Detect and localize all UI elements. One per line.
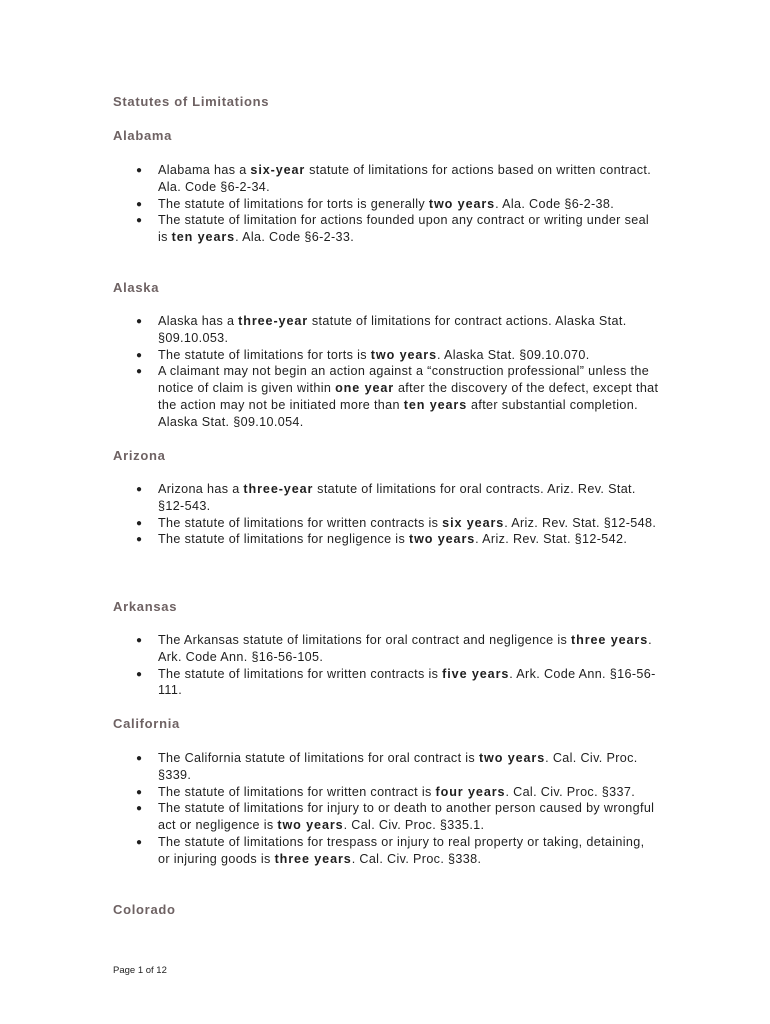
emphasized-term: three-year [238,314,309,328]
emphasized-term: six-year [250,163,306,177]
bullet-icon: ● [136,215,143,227]
bullet-icon: ● [136,349,143,361]
state-heading-arkansas: Arkansas [113,599,178,614]
statute-list-alaska [0,313,660,431]
statute-text: The Arkansas statute of limitations for oral contract and negligence is [158,633,572,647]
statute-text: Arizona has a [158,482,244,496]
state-heading-california: California [113,716,180,731]
statute-text: . Ark. Code Ann. §16-56-111. [158,666,656,698]
bullet-icon: ● [136,366,143,378]
statute-item [0,834,660,868]
emphasized-term: three years [571,633,649,647]
statute-text: after substantial completion. Alaska Stat. §09.10.054. [158,397,638,429]
statute-text: . Ark. Code Ann. §16-56-105. [158,633,652,664]
bullet-icon: ● [136,316,143,327]
emphasized-term: three-year [243,482,314,496]
statute-text: . Cal. Civ. Proc. §335.1. [343,818,485,833]
emphasized-term: one year [335,381,395,396]
statute-text: The statute of limitations for injury to or death to another person caused by wrongful act or negligence is [158,801,655,833]
page-footer: Page 1 of 12 [113,965,167,976]
statute-text: The statute of limitations for negligence is [158,532,409,547]
statute-item [0,347,660,364]
state-heading-arizona: Arizona [113,448,166,463]
statute-text: The statute of limitations for written contract is [158,784,436,799]
statute-text: . Alaska Stat. §09.10.070. [436,347,590,362]
emphasized-term: two years [277,818,344,833]
bullet-icon: ● [136,635,143,646]
bullet-icon: ● [136,165,143,176]
statute-text: Alaska has a [158,314,239,328]
bullet-icon: ● [136,786,143,798]
statute-text: The statute of limitations for trespass or injury to real property or taking, detaining, or injuring goods is [158,834,645,866]
statute-text: after the discovery of the defect, except that the action may not be initiated more than [158,381,659,412]
statute-item [0,666,660,700]
statute-text: . Ala. Code §6-2-38. [495,196,615,211]
bullet-icon: ● [136,836,143,848]
statute-list-arizona [0,481,660,548]
document-title: Statutes of Limitations [113,94,270,109]
statute-text: . Cal. Civ. Proc. §337. [505,784,636,799]
statute-item [0,800,660,834]
bullet-icon: ● [136,484,143,495]
statute-text: . Ariz. Rev. Stat. §12-548. [504,515,657,530]
emphasized-term: five years [442,666,510,681]
statute-text: The statute of limitations for torts is generally [158,196,429,211]
bullet-icon: ● [136,517,143,529]
statute-text: . Ala. Code §6-2-33. [235,230,355,245]
statute-item [0,313,660,347]
statute-text: . Cal. Civ. Proc. §338. [351,851,482,866]
statute-item [0,162,660,196]
statute-text: statute of limitations for contract actions. Alaska Stat. §09.10.053. [158,314,627,345]
state-heading-alaska: Alaska [113,280,160,295]
statute-text: statute of limitations for oral contracts. Ariz. Rev. Stat. §12-543. [158,482,636,513]
statute-list-alabama [0,162,660,246]
bullet-icon: ● [136,753,143,764]
statute-text: The statute of limitations for written contracts is [158,666,443,681]
statute-text: A claimant may not begin an action against a “construction professional” unless the notice of claim is given within [158,364,650,396]
statute-item [0,784,660,801]
statute-list-california [0,750,660,868]
statute-text: The statute of limitations for torts is [158,347,371,362]
state-heading-colorado: Colorado [113,902,176,917]
emphasized-term: four years [435,784,506,799]
emphasized-term: two years [428,196,496,211]
bullet-icon: ● [136,668,143,680]
statute-text: The statute of limitations for written contracts is [158,515,443,530]
statute-item [0,481,660,515]
statute-text: The California statute of limitations for oral contract is [158,751,479,765]
bullet-icon: ● [136,803,143,815]
emphasized-term: two years [408,532,476,547]
statute-item [0,515,660,532]
statute-text: statute of limitations for actions based on written contract. Ala. Code §6-2-34. [158,163,652,194]
statute-item [0,196,660,213]
statute-item [0,363,660,430]
statute-list-arkansas [0,632,660,699]
bullet-icon: ● [136,198,143,210]
statute-item [0,531,660,548]
state-heading-alabama: Alabama [113,128,173,143]
emphasized-term: two years [478,751,546,765]
emphasized-term: ten years [171,230,236,245]
statute-item [0,750,660,784]
statute-text: Alabama has a [158,163,251,177]
emphasized-term: ten years [403,397,468,412]
statute-text: . Cal. Civ. Proc. §339. [158,751,638,782]
statute-text: The statute of limitation for actions founded upon any contract or writing under seal is [158,213,650,245]
statute-item [0,632,660,666]
emphasized-term: three years [274,851,352,866]
statute-item [0,212,660,246]
bullet-icon: ● [136,534,143,546]
emphasized-term: two years [370,347,437,362]
emphasized-term: six years [442,515,505,530]
statute-text: . Ariz. Rev. Stat. §12-542. [475,532,628,547]
